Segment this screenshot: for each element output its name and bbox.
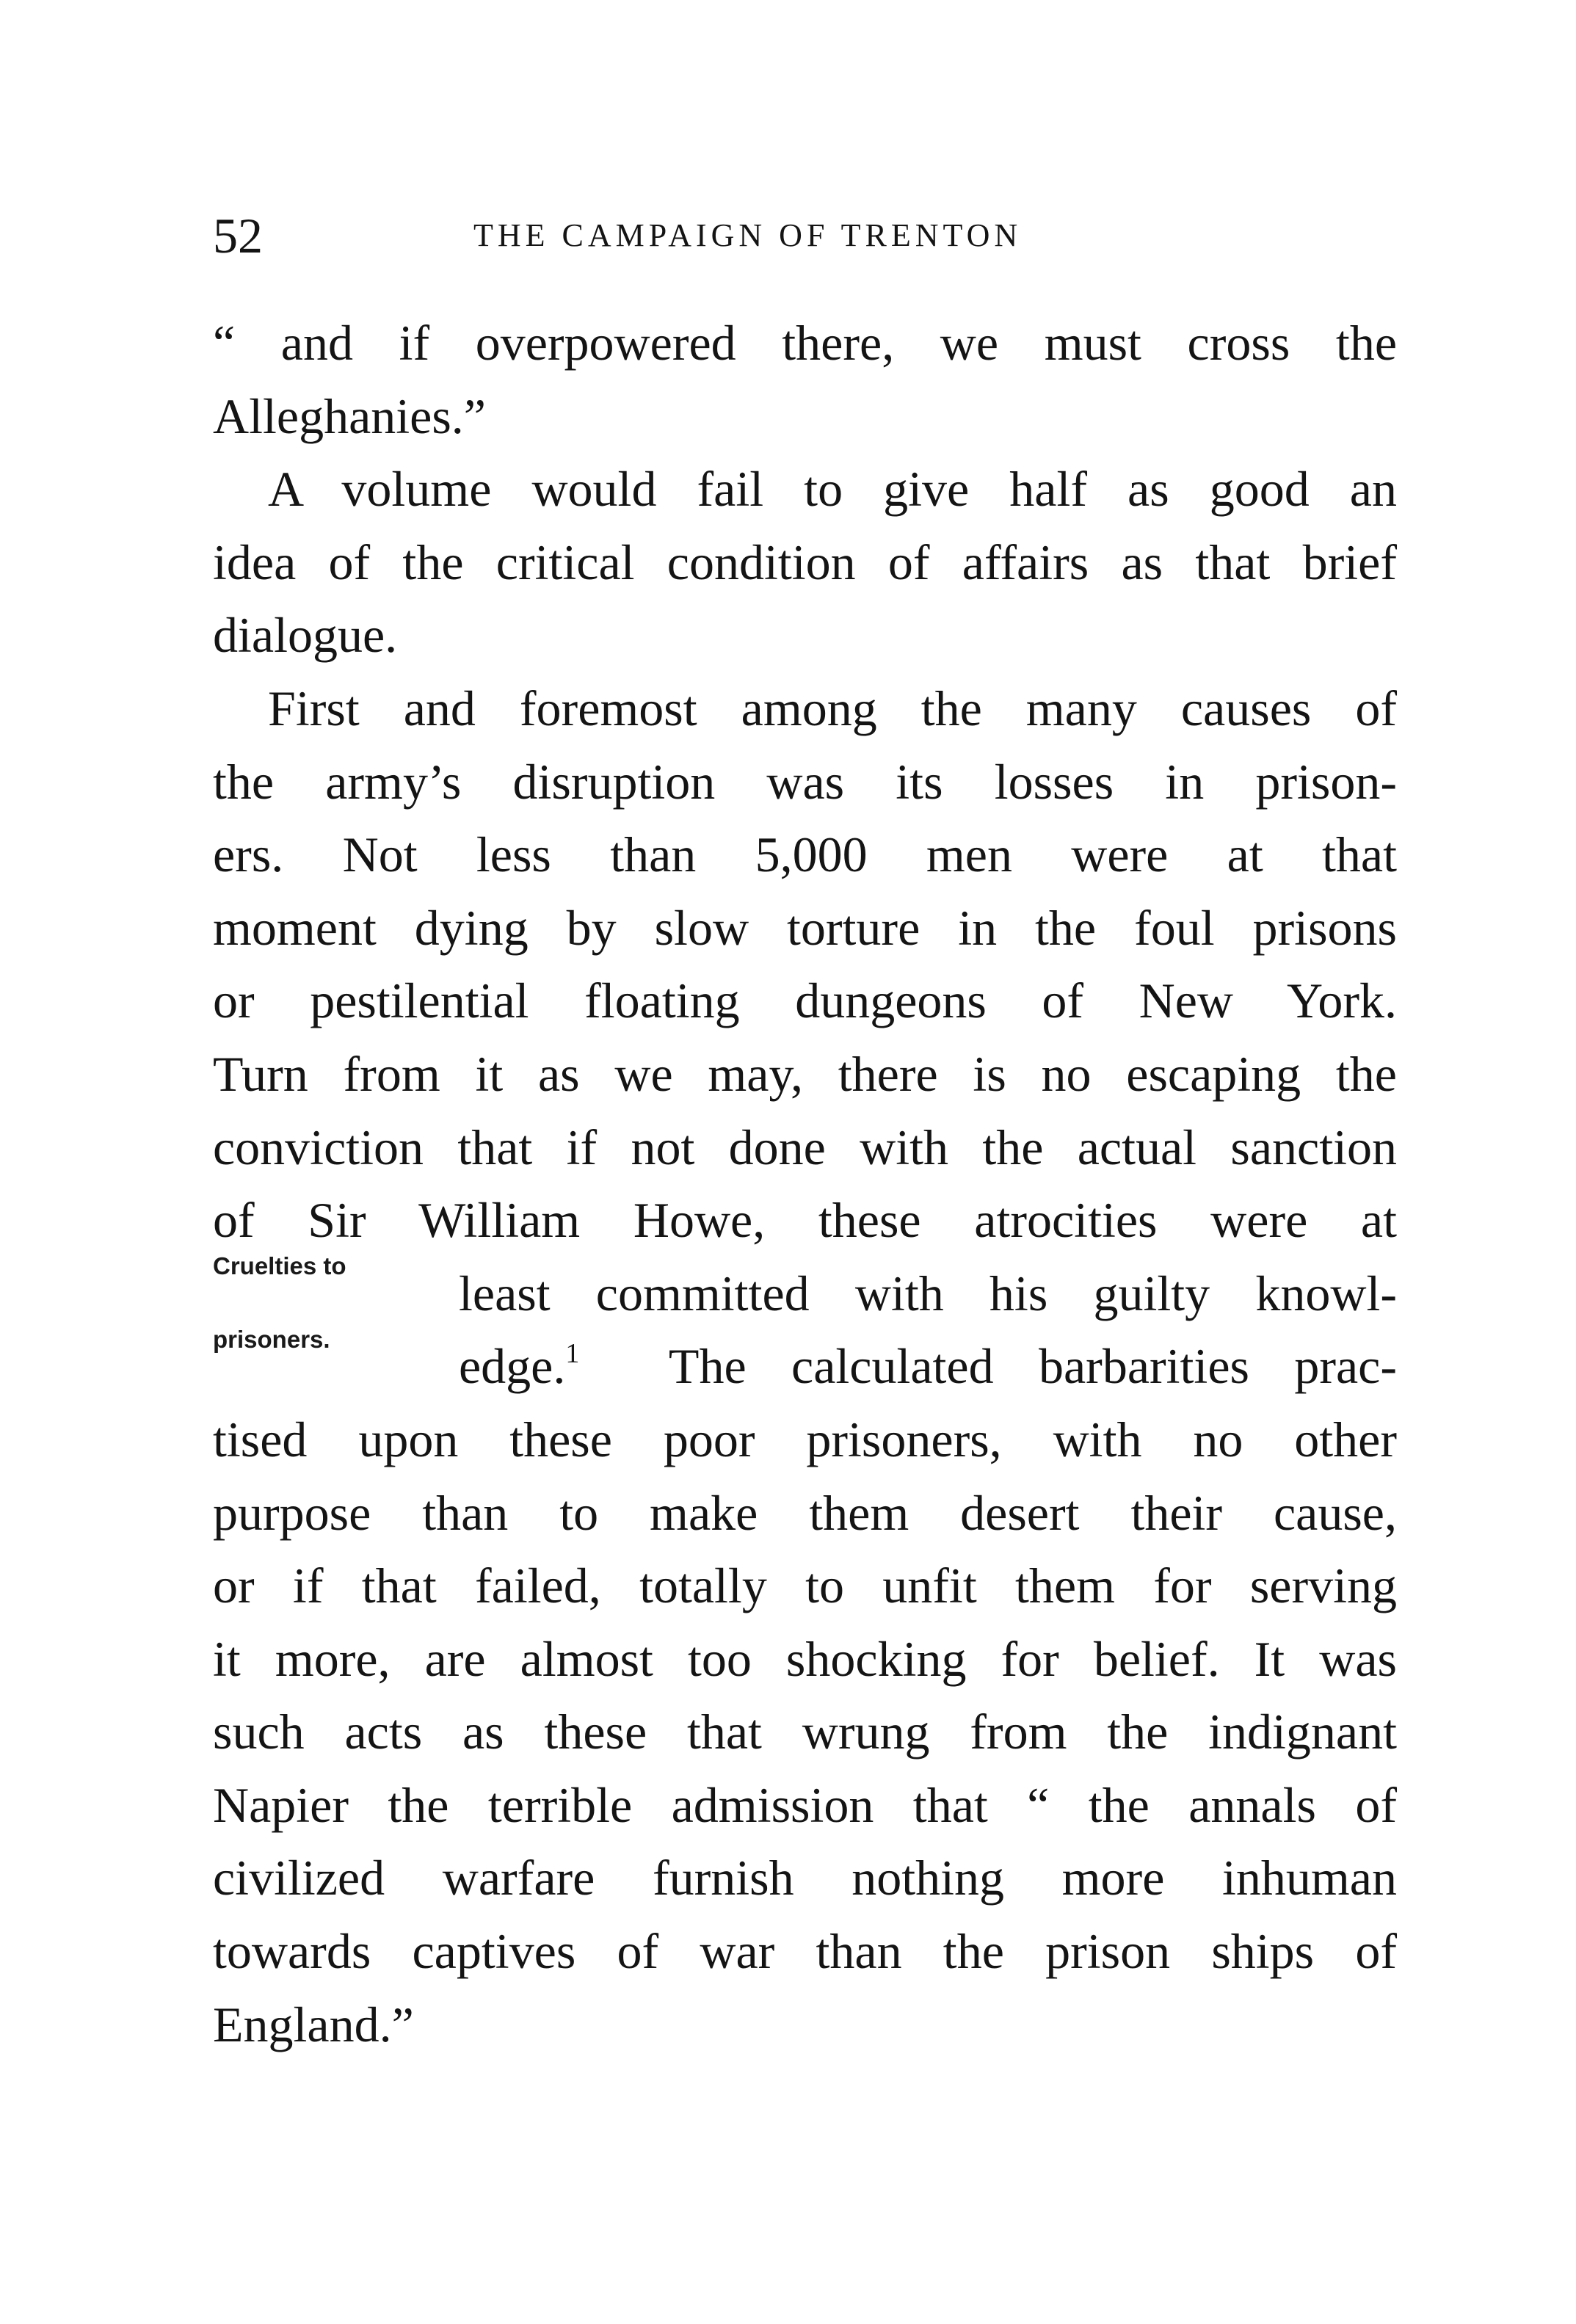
text-line: First and foremost among the many causes of [268,680,1397,736]
page-header [213,203,1387,269]
text-line: towards captives of war than the prison ships of [213,1923,1397,1980]
text-segment: The calculated barbarities prac- [668,1338,1397,1395]
text-line: or pestilential floating dungeons of New York. [213,973,1397,1029]
text-line: Napier the terrible admission that “ the annals of [213,1776,1397,1833]
text-line: dialogue. [213,607,398,664]
text-line: civilized warfare furnish nothing more inhuman [213,1850,1397,1906]
text-line: least committed with his guilty knowl- [459,1265,1397,1321]
text-line: it more, are almost too shocking for belief. It was [213,1630,1397,1687]
text-line: tised upon these poor prisoners, with no other [213,1411,1397,1467]
text-line [213,1330,1397,1404]
text-segment: edge. [459,1338,566,1395]
body-text [213,307,1397,2061]
text-line: or if that failed, totally to unfit them for serving [213,1558,1397,1614]
text-line: A volume would fail to give half as good an [268,461,1397,518]
footnote-marker: 1 [565,1338,580,1370]
text-line: England.” [213,1996,414,2052]
margin-note-line-2: prisoners. [213,1326,330,1353]
text-line: the army’s disruption was its losses in prison- [213,753,1397,810]
text-line: Turn from it as we may, there is no escaping the [213,1045,1397,1102]
text-line: ers. Not less than 5,000 men were at that [213,827,1397,883]
running-head: THE CAMPAIGN OF TRENTON [473,217,1023,253]
text-line: purpose than to make them desert their cause, [213,1484,1397,1541]
margin-note-line-1: Cruelties to [213,1252,346,1279]
page-number: 52 [213,208,263,264]
text-line: idea of the critical condition of affairs as that brief [213,534,1397,590]
text-line: conviction that if not done with the actual sanction [213,1119,1397,1175]
text-line: “ and if overpowered there, we must cross the [213,315,1397,371]
text-line: Alleghanies.” [213,388,486,444]
text-line: such acts as these that wrung from the indignant [213,1704,1397,1760]
text-line: moment dying by slow torture in the foul prisons [213,899,1397,956]
text-line: of Sir William Howe, these atrocities were at [213,1192,1397,1249]
